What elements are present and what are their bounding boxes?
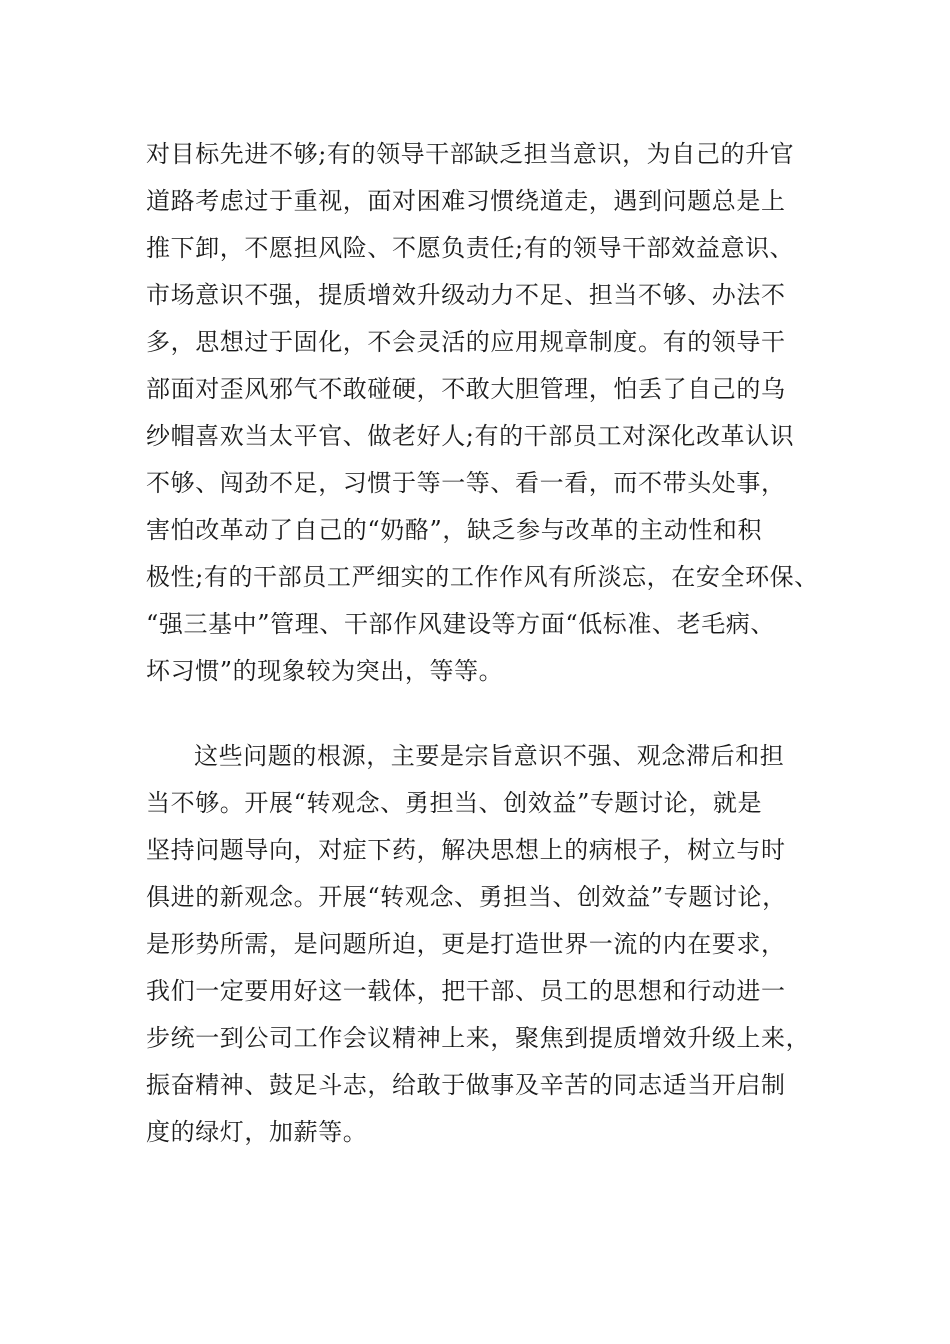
text-line: 害怕改革动了自己的“奶酪”，缺乏参与改革的主动性和积 [146, 516, 763, 544]
text-line: 我们一定要用好这一载体，把干部、员工的思想和行动进一 [146, 977, 786, 1005]
text-line: 道路考虑过于重视，面对困难习惯绕道走，遇到问题总是上 [146, 187, 786, 215]
text-line: 部面对歪风邪气不敢碰硬，不敢大胆管理，怕丢了自己的乌 [146, 375, 786, 403]
text-line: 多，思想过于固化，不会灵活的应用规章制度。有的领导干 [146, 328, 786, 356]
text-line: 振奋精神、鼓足斗志，给敢于做事及辛苦的同志适当开启制 [146, 1071, 786, 1099]
text-line: “强三基中”管理、干部作风建设等方面“低标准、老毛病、 [146, 610, 776, 638]
text-line: 当不够。开展“转观念、勇担当、创效益”专题讨论，就是 [146, 789, 763, 817]
text-line: 对目标先进不够;有的领导干部缺乏担当意识，为自己的升官 [146, 140, 795, 168]
text-line: 不够、闯劲不足，习惯于等一等、看一看，而不带头处事， [146, 469, 786, 497]
text-line: 是形势所需，是问题所迫，更是打造世界一流的内在要求， [146, 930, 786, 958]
text-line: 推下卸，不愿担风险、不愿负责任;有的领导干部效益意识、 [146, 234, 795, 262]
paragraph-spacer [146, 695, 826, 733]
paragraph-2 [146, 733, 826, 1156]
text-line: 坚持问题导向，对症下药，解决思想上的病根子，树立与时 [146, 836, 786, 864]
text-line: 纱帽喜欢当太平官、做老好人;有的干部员工对深化改革认识 [146, 422, 795, 450]
text-line: 步统一到公司工作会议精神上来，聚焦到提质增效升级上来， [146, 1024, 811, 1052]
paragraph-1 [146, 131, 826, 695]
text-line: 俱进的新观念。开展“转观念、勇担当、创效益”专题讨论， [146, 883, 787, 911]
text-line: 市场意识不强，提质增效升级动力不足、担当不够、办法不 [146, 281, 786, 309]
document-body [146, 131, 826, 1156]
text-line: 极性;有的干部员工严细实的工作作风有所淡忘，在安全环保、 [146, 563, 819, 591]
text-line: 度的绿灯，加薪等。 [146, 1118, 368, 1146]
text-line: 坏习惯”的现象较为突出，等等。 [146, 657, 504, 685]
text-line: 这些问题的根源，主要是宗旨意识不强、观念滞后和担 [194, 742, 785, 770]
